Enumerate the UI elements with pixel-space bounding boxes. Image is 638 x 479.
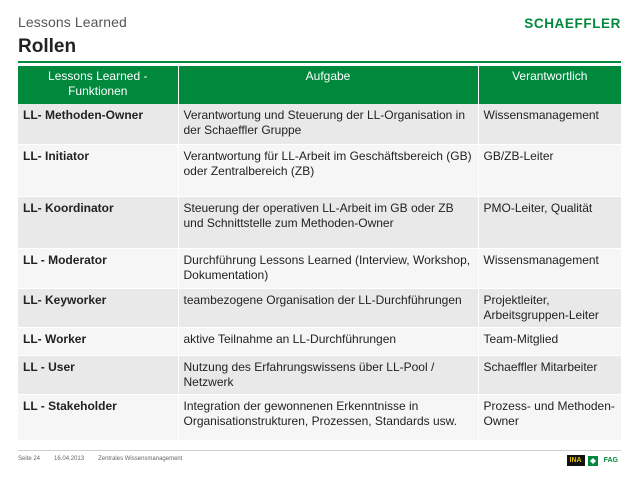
table-header-row [18,66,621,104]
ina-logo: INA [567,455,585,466]
role-name: LL - Moderator [18,248,178,288]
role-task: teambezogene Organisation der LL-Durchführungen [178,288,478,327]
role-responsible: Schaeffler Mitarbeiter [478,355,621,394]
role-task: Verantwortung für LL-Arbeit im Geschäftsbereich (GB) oder Zentralbereich (ZB) [178,144,478,196]
role-task: Integration der gewonnenen Erkenntnisse in Organisationstrukturen, Prozessen, Standards usw. [178,394,478,440]
table-row [18,144,621,196]
table-row [18,196,621,248]
table-row [18,355,621,394]
role-responsible: Team-Mitglied [478,327,621,355]
role-responsible: Prozess- und Methoden-Owner [478,394,621,440]
role-responsible: Wissensmanagement [478,248,621,288]
title-divider [18,61,621,63]
role-task: Verantwortung und Steuerung der LL-Organisation in der Schaeffler Gruppe [178,104,478,144]
role-responsible: Wissensmanagement [478,104,621,144]
role-task: Nutzung des Erfahrungswissens über LL-Pool / Netzwerk [178,355,478,394]
footer-department: Zentrales Wissensmanagement [98,456,183,462]
brand-emblem-icon [588,456,598,466]
schaeffler-logo: SCHAEFFLER [524,16,621,31]
table-row [18,288,621,327]
footer-divider [18,450,621,451]
column-header-functions: Lessons Learned - Funktionen [18,66,178,104]
footer-brand-logos [567,455,621,466]
slide-title: Rollen [18,36,77,57]
role-name: LL - Stakeholder [18,394,178,440]
role-name: LL - User [18,355,178,394]
footer-date: 16.04.2013 [54,456,85,462]
role-task: Durchführung Lessons Learned (Interview, Workshop, Dokumentation) [178,248,478,288]
role-task: Steuerung der operativen LL-Arbeit im GB oder ZB und Schnittstelle zum Methoden-Owner [178,196,478,248]
fag-logo: FAG [601,455,621,466]
table-row [18,248,621,288]
slide-supertitle: Lessons Learned [18,14,127,30]
table-row [18,327,621,355]
column-header-responsible: Verantwortlich [478,66,621,104]
table-row [18,394,621,440]
role-name: LL- Methoden-Owner [18,104,178,144]
role-name: LL- Koordinator [18,196,178,248]
role-task: aktive Teilnahme an LL-Durchführungen [178,327,478,355]
role-responsible: PMO-Leiter, Qualität [478,196,621,248]
column-header-task: Aufgabe [178,66,478,104]
slide-footer [18,456,182,462]
footer-page-number: Seite 24 [18,456,41,462]
role-name: LL- Initiator [18,144,178,196]
roles-table [18,66,621,441]
role-name: LL- Keyworker [18,288,178,327]
role-responsible: GB/ZB-Leiter [478,144,621,196]
table-row [18,104,621,144]
role-name: LL- Worker [18,327,178,355]
role-responsible: Projektleiter, Arbeitsgruppen-Leiter [478,288,621,327]
